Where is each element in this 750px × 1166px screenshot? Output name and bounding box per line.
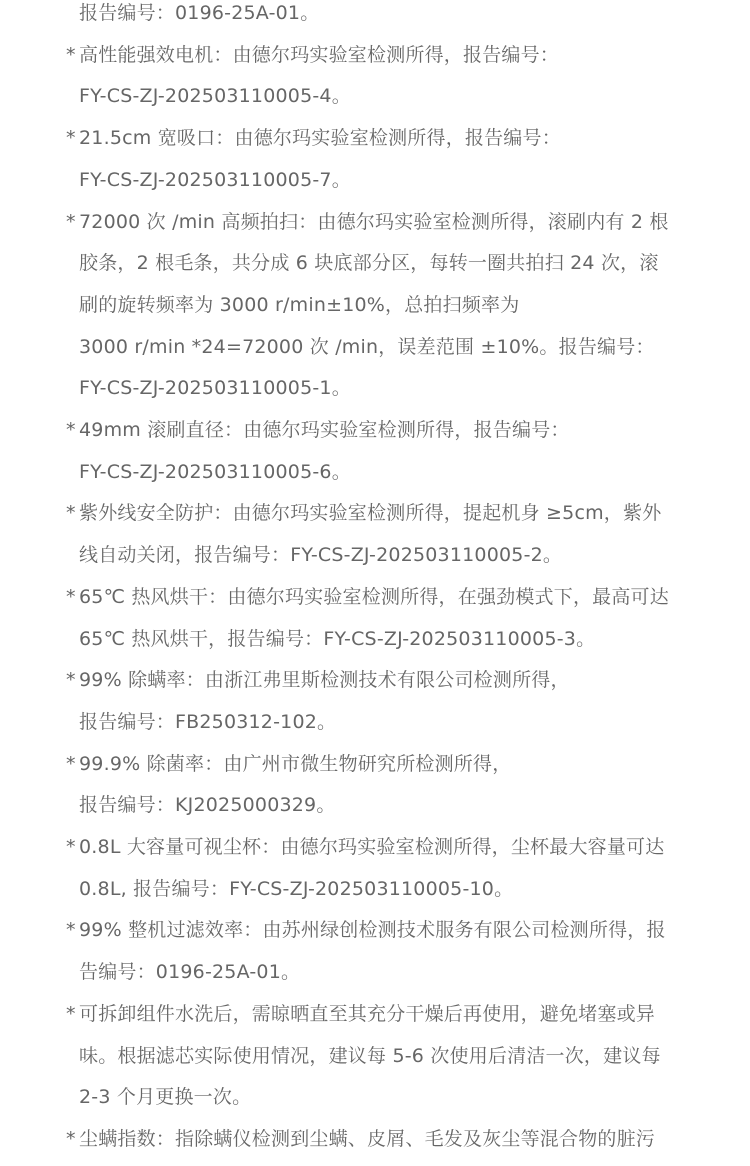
- footnote-line-7: [0, 242, 750, 284]
- footnote-text: 味。根据滤芯实际使用情况，建议每 5-6 次使用后清洁一次，建议每: [79, 1044, 661, 1067]
- footnote-text: 99.9% 除菌率：由广州市微生物研究所检测所得，: [79, 752, 512, 775]
- footnote-marker: *: [66, 127, 76, 150]
- footnote-line-26: [0, 1035, 750, 1077]
- footnote-marker: *: [66, 419, 76, 441]
- footnote-line-15: [0, 576, 750, 618]
- footnote-line-9: [0, 326, 750, 368]
- footnote-text: 紫外线安全防护：由德尔玛实验室检测所得，提起机身 ≥5cm，紫外: [79, 502, 662, 525]
- footnote-text: 65℃ 热风烘干：由德尔玛实验室检测所得，在强劲模式下，最高可达: [79, 585, 669, 608]
- footnote-line-16: [0, 618, 750, 660]
- footnote-marker: *: [66, 669, 76, 692]
- footnote-line-27: [0, 1076, 750, 1118]
- footnote-line-5: [0, 159, 750, 201]
- footnote-line-2: [0, 34, 750, 76]
- footnote-text: 99% 除螨率：由浙江弗里斯检测技术有限公司检测所得，: [79, 669, 570, 692]
- footnote-line-21: [0, 826, 750, 868]
- footnote-marker: *: [66, 752, 76, 775]
- footnote-line-12: [0, 451, 750, 493]
- footnote-text: 报告编号：KJ2025000329。: [79, 794, 336, 817]
- footnote-text: FY-CS-ZJ-202503110005-7。: [79, 168, 351, 191]
- footnote-marker: *: [66, 1127, 76, 1150]
- footnote-line-19: [0, 743, 750, 785]
- footnote-line-10: [0, 367, 750, 409]
- footnote-text: 0.8L, 报告编号：FY-CS-ZJ-202503110005-10。: [79, 877, 514, 900]
- footnote-marker: *: [66, 1002, 76, 1025]
- footnote-line-24: [0, 951, 750, 993]
- footnote-text: 告编号：0196-25A-01。: [79, 961, 301, 984]
- footnote-text: 21.5cm 宽吸口：由德尔玛实验室检测所得，报告编号：: [79, 127, 561, 150]
- footnote-text: 可拆卸组件水洗后，需晾晒直至其充分干燥后再使用，避免堵塞或异: [79, 1002, 656, 1025]
- footnote-text: 胶条，2 根毛条，共分成 6 块底部分区，每转一圈共拍扫 24 次，滚: [79, 252, 659, 275]
- footnote-text: 刷的旋转频率为 3000 r/min±10%，总拍扫频率为: [79, 293, 520, 316]
- footnote-line-18: [0, 701, 750, 743]
- footnote-text: 2-3 个月更换一次。: [79, 1086, 252, 1109]
- footnote-line-6: [0, 201, 750, 243]
- footnote-line-25: [0, 993, 750, 1035]
- footnote-text: FY-CS-ZJ-202503110005-1。: [79, 377, 351, 400]
- footnote-line-14: [0, 534, 750, 576]
- footnote-line-8: [0, 284, 750, 326]
- footnote-text: 高性能强效电机：由德尔玛实验室检测所得，报告编号：: [79, 43, 560, 66]
- footnote-line-17: [0, 659, 750, 701]
- footnote-marker: *: [66, 210, 76, 233]
- footnote-text: FY-CS-ZJ-202503110005-6。: [79, 460, 351, 483]
- footnote-text: 99% 整机过滤效率：由苏州绿创检测技术服务有限公司检测所得，报: [79, 919, 666, 942]
- footnote-line-22: [0, 868, 750, 910]
- footnote-text: 65℃ 热风烘干，报告编号：FY-CS-ZJ-202503110005-3。: [79, 627, 596, 650]
- footnote-line-20: [0, 784, 750, 826]
- footnote-marker: *: [66, 836, 76, 858]
- footnote-text: FY-CS-ZJ-202503110005-4。: [79, 85, 351, 108]
- footnote-text: 线自动关闭，报告编号：FY-CS-ZJ-202503110005-2。: [79, 544, 563, 567]
- footnote-text: 报告编号：0196-25A-01。: [79, 2, 320, 24]
- footnote-line-4: [0, 117, 750, 159]
- footnote-text: 报告编号：FB250312-102。: [79, 710, 337, 733]
- footnote-marker: *: [66, 585, 76, 608]
- footnote-text: 0.8L 大容量可视尘杯：由德尔玛实验室检测所得，尘杯最大容量可达: [79, 836, 665, 858]
- footnote-text: 尘螨指数：指除螨仪检测到尘螨、皮屑、毛发及灰尘等混合物的脏污: [79, 1127, 656, 1150]
- footnote-line-28: [0, 1118, 750, 1160]
- footnote-marker: *: [66, 502, 76, 525]
- footnote-line-3: [0, 75, 750, 117]
- footnote-line-11: [0, 409, 750, 451]
- footnote-text: 3000 r/min *24=72000 次 /min，误差范围 ±10%。报告编号：: [79, 335, 655, 358]
- footnote-marker: *: [66, 43, 76, 66]
- footnote-text: 49mm 滚刷直径：由德尔玛实验室检测所得，报告编号：: [79, 419, 570, 441]
- footnote-line-1: [0, 0, 750, 34]
- footnote-line-13: [0, 492, 750, 534]
- footnote-text: 72000 次 /min 高频拍扫：由德尔玛实验室检测所得，滚刷内有 2 根: [79, 210, 669, 233]
- footnote-marker: *: [66, 919, 76, 942]
- footnote-line-23: [0, 909, 750, 951]
